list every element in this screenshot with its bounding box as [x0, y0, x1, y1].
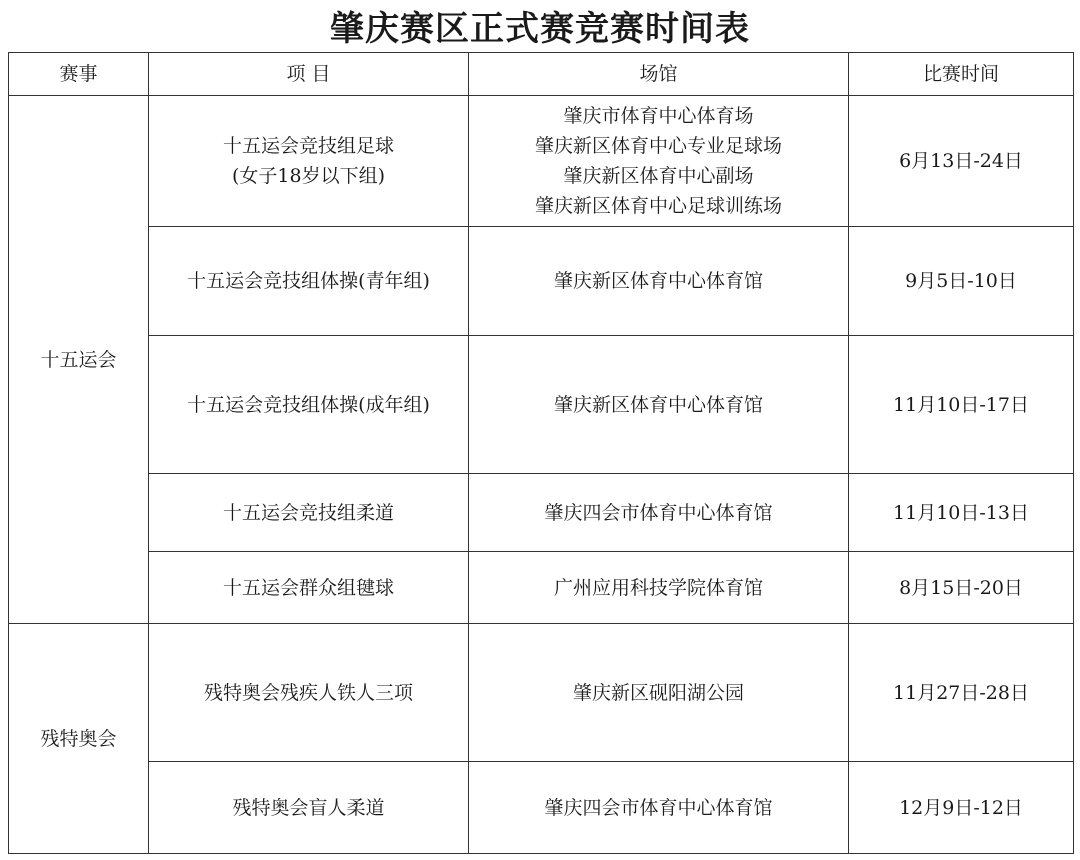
venue-cell [469, 96, 849, 227]
item-cell [149, 762, 469, 854]
table-row [9, 336, 1074, 474]
table-row [9, 624, 1074, 762]
venue-cell [469, 762, 849, 854]
time-cell: 8月15日-20日 [849, 552, 1074, 624]
venue-cell [469, 552, 849, 624]
time-cell: 11月27日-28日 [849, 624, 1074, 762]
time-cell: 9月5日-10日 [849, 227, 1074, 336]
page-title: 肇庆赛区正式赛竞赛时间表 [330, 9, 750, 49]
header-venue: 场馆 [469, 53, 849, 96]
event-cell: 十五运会 [9, 96, 149, 624]
venue-cell [469, 227, 849, 336]
item-line: 十五运会竞技组体操(青年组) [187, 270, 430, 292]
table-row [9, 227, 1074, 336]
item-line: 十五运会竞技组柔道 [222, 501, 394, 524]
schedule-table [8, 52, 1074, 854]
venue-line: 肇庆新区体育中心足球训练场 [534, 195, 782, 217]
header-time: 比赛时间 [849, 53, 1074, 96]
venue-line: 广州应用科技学院体育馆 [553, 576, 763, 599]
table-row [9, 552, 1074, 624]
item-line: 十五运会竞技组体操(成年组) [187, 393, 430, 416]
time-cell: 12月9日-12日 [849, 762, 1074, 854]
venue-line: 肇庆新区体育中心副场 [563, 165, 754, 187]
venue-line: 肇庆新区体育中心体育馆 [553, 393, 763, 416]
venue-line: 肇庆新区砚阳湖公园 [572, 681, 744, 704]
item-cell [149, 552, 469, 624]
item-line: 十五运会竞技组足球 [222, 135, 394, 157]
header-event: 赛事 [9, 53, 149, 96]
item-cell [149, 336, 469, 474]
header-item: 项 目 [149, 53, 469, 96]
table-row [9, 96, 1074, 227]
venue-line: 肇庆新区体育中心体育馆 [553, 270, 763, 292]
venue-line: 肇庆四会市体育中心体育馆 [544, 796, 773, 819]
venue-line: 肇庆四会市体育中心体育馆 [544, 501, 773, 524]
item-cell [149, 227, 469, 336]
time-cell: 6月13日-24日 [849, 96, 1074, 227]
venue-line: 肇庆市体育中心体育场 [563, 105, 754, 127]
item-cell [149, 96, 469, 227]
item-line: 十五运会群众组毽球 [222, 576, 394, 599]
venue-cell [469, 336, 849, 474]
item-cell [149, 624, 469, 762]
venue-cell [469, 474, 849, 552]
item-line: 残特奥会盲人柔道 [232, 796, 385, 819]
time-cell: 11月10日-17日 [849, 336, 1074, 474]
event-cell: 残特奥会 [9, 624, 149, 854]
venue-cell [469, 624, 849, 762]
header-row [9, 53, 1074, 96]
table-row [9, 762, 1074, 854]
item-cell [149, 474, 469, 552]
venue-line: 肇庆新区体育中心专业足球场 [534, 135, 782, 157]
item-line: 残特奥会残疾人铁人三项 [203, 681, 413, 704]
time-cell: 11月10日-13日 [849, 474, 1074, 552]
table-row [9, 474, 1074, 552]
item-line: (女子18岁以下组) [231, 165, 385, 187]
